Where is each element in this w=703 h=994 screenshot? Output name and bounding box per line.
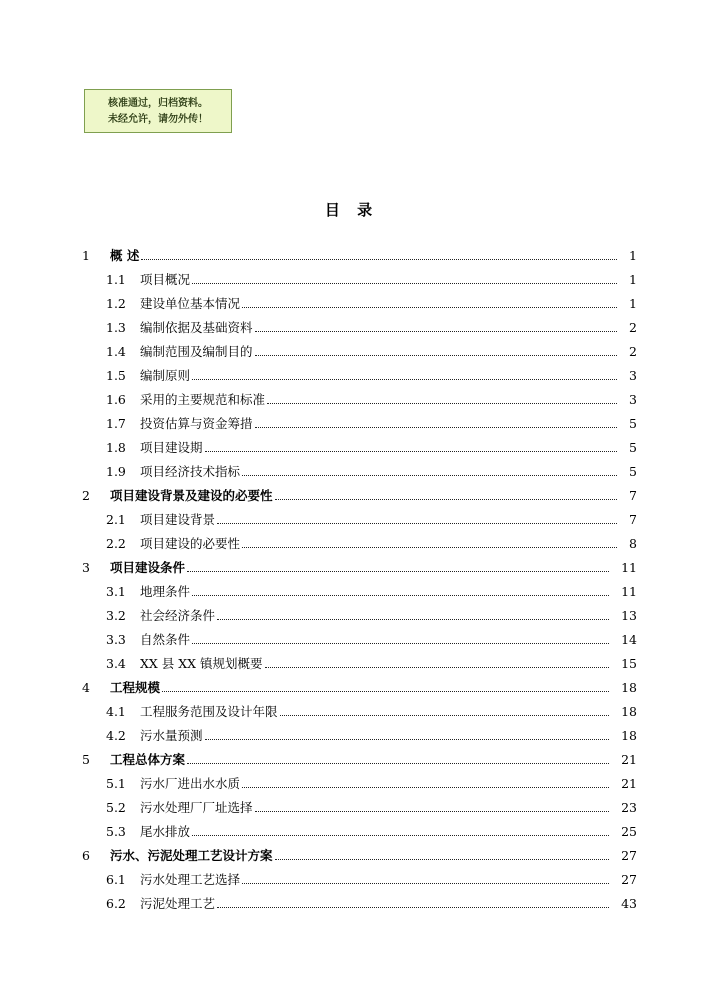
toc-entry-page: 11 <box>621 584 637 599</box>
toc-entry-title: XX 县 XX 镇规划概要 <box>140 654 265 674</box>
toc-entry-page: 13 <box>621 608 637 623</box>
toc-entry-page: 15 <box>621 656 637 671</box>
toc-entry-number: 6.1 <box>106 872 126 887</box>
toc-entry-page: 21 <box>621 776 637 791</box>
toc-entry-number: 3.1 <box>106 584 126 599</box>
toc-entry-page: 1 <box>629 272 637 287</box>
toc-leader-dots <box>255 355 617 356</box>
toc-leader-dots <box>205 739 609 740</box>
toc-entry-page: 2 <box>629 344 637 359</box>
toc-entry-number: 5.2 <box>106 800 126 815</box>
toc-entry-number: 5 <box>82 752 90 767</box>
toc-entry[interactable] <box>82 366 637 386</box>
toc-entry[interactable] <box>82 558 637 578</box>
toc-entry-page: 5 <box>629 440 637 455</box>
toc-entry-title: 污泥处理工艺 <box>140 894 217 914</box>
toc-entry-number: 3.4 <box>106 656 126 671</box>
toc-entry-page: 5 <box>629 416 637 431</box>
toc-entry-title: 项目建设条件 <box>110 558 187 578</box>
toc-entry[interactable] <box>82 582 637 602</box>
stamp-line-2: 未经允许，请勿外传！ <box>108 114 208 125</box>
toc-entry-page: 14 <box>621 632 637 647</box>
toc-leader-dots <box>162 691 609 692</box>
toc-entry-number: 6.2 <box>106 896 126 911</box>
toc-entry-number: 1 <box>82 248 90 263</box>
toc-entry-page: 7 <box>629 512 637 527</box>
toc-entry-title: 项目建设期 <box>140 438 205 458</box>
toc-entry-page: 1 <box>629 248 637 263</box>
toc-entry-page: 8 <box>629 536 637 551</box>
toc-leader-dots <box>187 571 609 572</box>
toc-entry-page: 3 <box>629 392 637 407</box>
toc-entry-number: 6 <box>82 848 90 863</box>
toc-entry[interactable] <box>82 678 637 698</box>
toc-entry[interactable] <box>82 534 637 554</box>
toc-entry-title: 编制依据及基础资料 <box>140 318 255 338</box>
toc-leader-dots <box>242 475 617 476</box>
toc-entry-number: 5.1 <box>106 776 126 791</box>
toc-entry-number: 1.6 <box>106 392 126 407</box>
toc-leader-dots <box>242 307 617 308</box>
toc-leader-dots <box>242 787 609 788</box>
toc-entry-page: 43 <box>621 896 637 911</box>
toc-entry-title: 污水处理厂厂址选择 <box>140 798 255 818</box>
toc-entry-page: 1 <box>629 296 637 311</box>
toc-leader-dots <box>192 595 609 596</box>
toc-entry-number: 1.7 <box>106 416 126 431</box>
toc-entry-title: 污水厂进出水水质 <box>140 774 242 794</box>
toc-entry-number: 3.2 <box>106 608 126 623</box>
toc-entry-title: 工程总体方案 <box>110 750 187 770</box>
toc-entry[interactable] <box>82 822 637 842</box>
toc-leader-dots <box>242 547 617 548</box>
toc-entry-title: 编制原则 <box>140 366 192 386</box>
toc-entry-title: 地理条件 <box>140 582 192 602</box>
toc-entry-number: 1.1 <box>106 272 126 287</box>
toc-entry[interactable] <box>82 414 637 434</box>
toc-entry[interactable] <box>82 246 637 266</box>
toc-entry-number: 2.2 <box>106 536 126 551</box>
toc-entry-number: 5.3 <box>106 824 126 839</box>
toc-entry[interactable] <box>82 774 637 794</box>
toc-leader-dots <box>255 427 617 428</box>
toc-entry[interactable] <box>82 342 637 362</box>
toc-entry[interactable] <box>82 702 637 722</box>
toc-entry[interactable] <box>82 630 637 650</box>
toc-entry[interactable] <box>82 318 637 338</box>
toc-entry-number: 4.1 <box>106 704 126 719</box>
toc-entry[interactable] <box>82 462 637 482</box>
toc-entry[interactable] <box>82 798 637 818</box>
toc-entry[interactable] <box>82 390 637 410</box>
toc-entry[interactable] <box>82 486 637 506</box>
toc-leader-dots <box>192 835 609 836</box>
toc-entry[interactable] <box>82 294 637 314</box>
toc-entry-title: 项目建设背景 <box>140 510 217 530</box>
toc-entry-title: 工程规模 <box>110 678 162 698</box>
toc-entry[interactable] <box>82 270 637 290</box>
toc-entry-title: 尾水排放 <box>140 822 192 842</box>
toc-entry-title: 项目建设背景及建设的必要性 <box>110 486 275 506</box>
toc-entry-page: 7 <box>629 488 637 503</box>
toc-entry-number: 3 <box>82 560 90 575</box>
toc-entry-number: 1.2 <box>106 296 126 311</box>
toc-entry[interactable] <box>82 438 637 458</box>
toc-entry-page: 27 <box>621 872 637 887</box>
toc-entry-title: 污水、污泥处理工艺设计方案 <box>110 846 275 866</box>
toc-entry-page: 25 <box>621 824 637 839</box>
toc-leader-dots <box>255 811 609 812</box>
toc-title: 目 录 <box>324 201 379 219</box>
toc-entry-title: 建设单位基本情况 <box>140 294 242 314</box>
toc-entry-title: 污水处理工艺选择 <box>140 870 242 890</box>
toc-entry-page: 18 <box>621 704 637 719</box>
toc-entry-number: 1.5 <box>106 368 126 383</box>
toc-entry[interactable] <box>82 870 637 890</box>
toc-entry-number: 1.3 <box>106 320 126 335</box>
toc-entry-number: 4 <box>82 680 90 695</box>
toc-leader-dots <box>265 667 609 668</box>
toc-entry-number: 4.2 <box>106 728 126 743</box>
toc-entry-title: 项目概况 <box>140 270 192 290</box>
toc-entry-page: 5 <box>629 464 637 479</box>
toc-entry-page: 23 <box>621 800 637 815</box>
toc-leader-dots <box>192 283 617 284</box>
toc-entry[interactable] <box>82 510 637 530</box>
toc-entry-title: 编制范围及编制目的 <box>140 342 255 362</box>
toc-entry-number: 1.4 <box>106 344 126 359</box>
toc-leader-dots <box>205 451 617 452</box>
toc-entry-number: 1.8 <box>106 440 126 455</box>
toc-entry[interactable] <box>82 606 637 626</box>
toc-entry-page: 18 <box>621 680 637 695</box>
toc-leader-dots <box>141 259 617 260</box>
toc-entry-page: 27 <box>621 848 637 863</box>
toc-entry-title: 社会经济条件 <box>140 606 217 626</box>
toc-leader-dots <box>242 883 609 884</box>
toc-entry-page: 21 <box>621 752 637 767</box>
toc-entry-page: 2 <box>629 320 637 335</box>
toc-entry-title: 工程服务范围及设计年限 <box>140 702 280 722</box>
stamp-line-1: 核准通过，归档资料。 <box>108 98 208 109</box>
toc-entry-title: 概 述 <box>110 246 141 266</box>
toc-entry-title: 投资估算与资金筹措 <box>140 414 255 434</box>
toc-leader-dots <box>192 643 609 644</box>
toc-leader-dots <box>187 763 609 764</box>
toc-leader-dots <box>275 499 617 500</box>
toc-entry-page: 11 <box>621 560 637 575</box>
toc-entry-title: 自然条件 <box>140 630 192 650</box>
toc-entry[interactable] <box>82 654 637 674</box>
toc-leader-dots <box>192 379 617 380</box>
toc-leader-dots <box>217 907 609 908</box>
toc-entry-title: 采用的主要规范和标准 <box>140 390 267 410</box>
toc-leader-dots <box>280 715 609 716</box>
toc-entry-page: 18 <box>621 728 637 743</box>
toc-leader-dots <box>275 859 609 860</box>
toc-entry-title: 污水量预测 <box>140 726 205 746</box>
toc-entry-number: 3.3 <box>106 632 126 647</box>
toc-entry[interactable] <box>82 894 637 914</box>
toc-entry-number: 2 <box>82 488 90 503</box>
toc-leader-dots <box>217 619 609 620</box>
toc-entry[interactable] <box>82 750 637 770</box>
toc-entry-page: 3 <box>629 368 637 383</box>
toc-entry-number: 2.1 <box>106 512 126 527</box>
toc-leader-dots <box>255 331 617 332</box>
toc-leader-dots <box>217 523 617 524</box>
toc-entry[interactable] <box>82 846 637 866</box>
toc-leader-dots <box>267 403 617 404</box>
toc-entry-title: 项目经济技术指标 <box>140 462 242 482</box>
toc-entry-number: 1.9 <box>106 464 126 479</box>
toc-entry[interactable] <box>82 726 637 746</box>
toc-entry-title: 项目建设的必要性 <box>140 534 242 554</box>
